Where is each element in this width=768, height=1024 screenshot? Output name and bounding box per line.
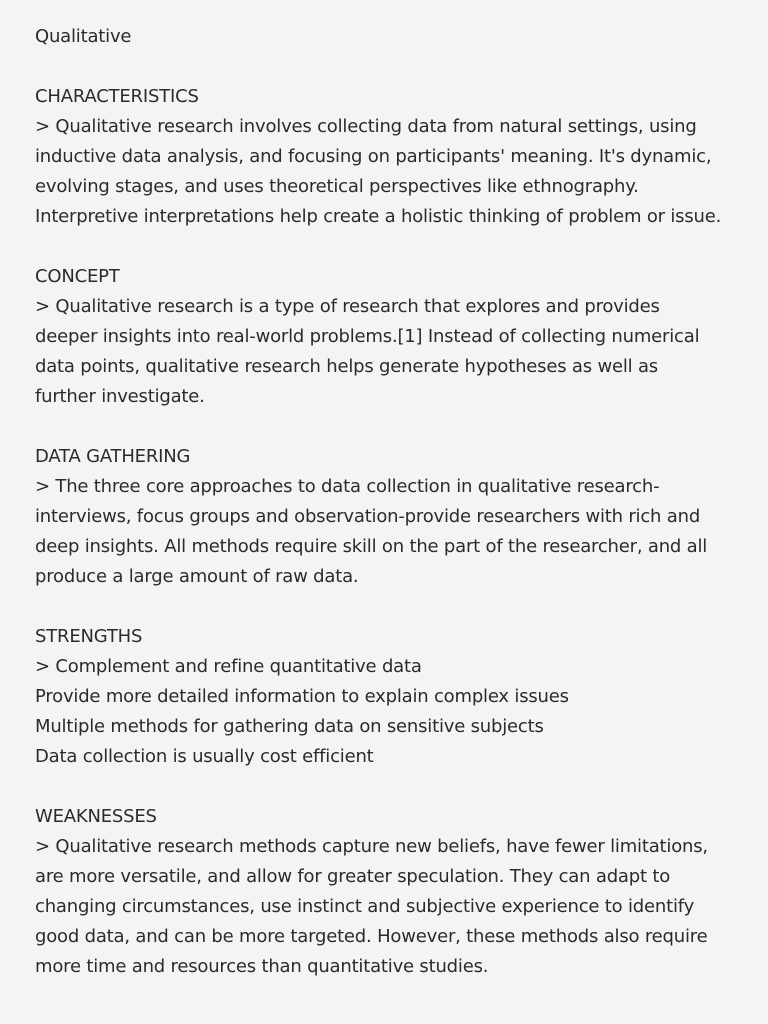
paragraph-line: further investigate.	[35, 386, 205, 407]
paragraph-line: deep insights. All methods require skill on the part of the researcher, and all	[35, 536, 708, 557]
section-heading: DATA GATHERING	[35, 446, 191, 467]
paragraph-line: > Qualitative research involves collecting data from natural settings, using	[35, 116, 697, 137]
document-title: Qualitative	[35, 26, 132, 47]
paragraph-line: Interpretive interpretations help create a holistic thinking of problem or issue.	[35, 206, 722, 227]
section-concept	[35, 262, 748, 412]
section-characteristics	[35, 82, 748, 232]
section-weaknesses	[35, 802, 748, 982]
section-heading: CHARACTERISTICS	[35, 86, 199, 107]
paragraph-line: are more versatile, and allow for greater speculation. They can adapt to	[35, 866, 671, 887]
paragraph-line: > Qualitative research is a type of research that explores and provides	[35, 296, 660, 317]
paragraph-line: produce a large amount of raw data.	[35, 566, 359, 587]
paragraph-line: good data, and can be more targeted. However, these methods also require	[35, 926, 708, 947]
paragraph-line: interviews, focus groups and observation-provide researchers with rich and	[35, 506, 701, 527]
section-strengths	[35, 622, 748, 772]
section-heading: WEAKNESSES	[35, 806, 157, 827]
paragraph-line: deeper insights into real-world problems.[1] Instead of collecting numerical	[35, 326, 700, 347]
paragraph-line: > Qualitative research methods capture new beliefs, have fewer limitations,	[35, 836, 708, 857]
paragraph-line: data points, qualitative research helps generate hypotheses as well as	[35, 356, 658, 377]
section-data-gathering	[35, 442, 748, 592]
paragraph-line: more time and resources than quantitative studies.	[35, 956, 489, 977]
paragraph-line: Multiple methods for gathering data on sensitive subjects	[35, 716, 544, 737]
paragraph-line: Provide more detailed information to explain complex issues	[35, 686, 569, 707]
paragraph-line: > The three core approaches to data collection in qualitative research-	[35, 476, 660, 497]
paragraph-line: changing circumstances, use instinct and subjective experience to identify	[35, 896, 695, 917]
paragraph-line: Data collection is usually cost efficient	[35, 746, 374, 767]
paragraph-line: inductive data analysis, and focusing on participants' meaning. It's dynamic,	[35, 146, 712, 167]
section-heading: STRENGTHS	[35, 626, 143, 647]
paragraph-line: > Complement and refine quantitative data	[35, 656, 422, 677]
paragraph-line: evolving stages, and uses theoretical perspectives like ethnography.	[35, 176, 639, 197]
section-heading: CONCEPT	[35, 266, 120, 287]
